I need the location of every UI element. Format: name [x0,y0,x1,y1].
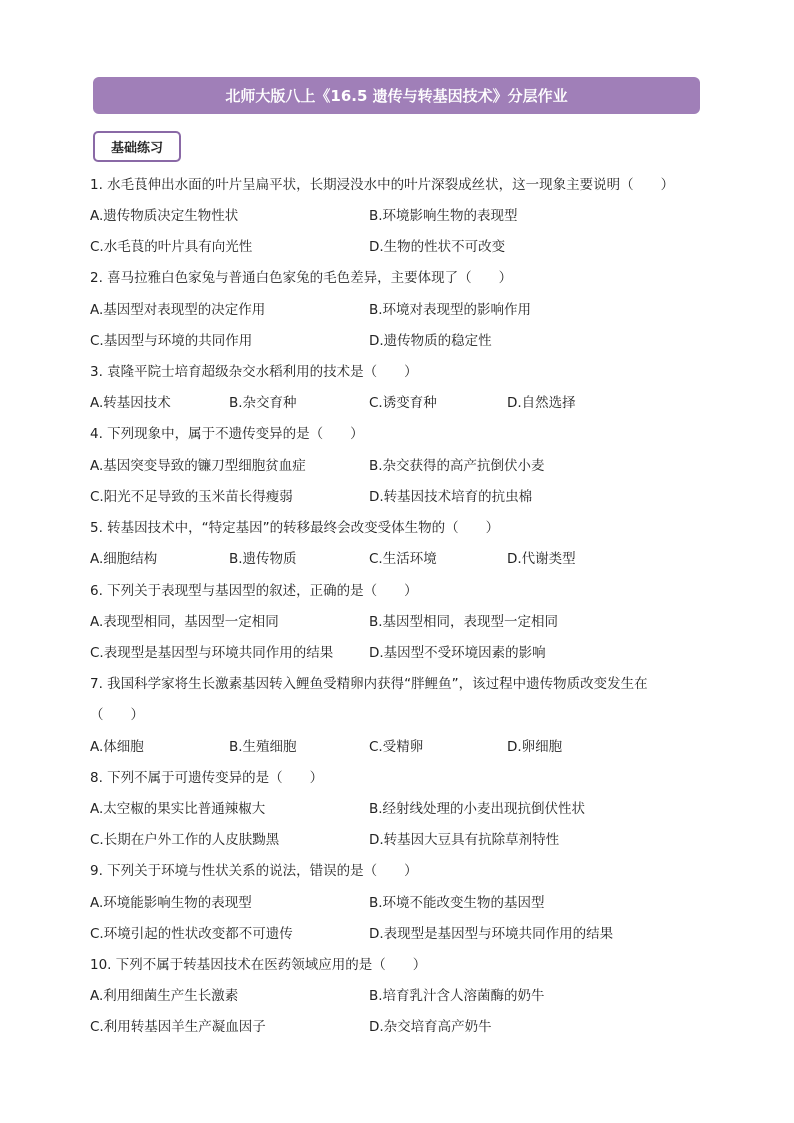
option-a: A.太空椒的果实比普通辣椒大 [90,801,266,817]
option-c: C.长期在户外工作的人皮肤黝黑 [90,832,280,848]
question-stem: 7. 我国科学家将生长激素基因转入鲤鱼受精卵内获得“胖鲤鱼”，该过程中遗传物质改变发生在 [90,676,648,692]
question-stem: 10. 下列不属于转基因技术在医药领域应用的是（ ） [90,957,427,973]
question-stem-continued: （ ） [90,707,144,723]
option-a: A.遗传物质决定生物性状 [90,208,239,224]
option-d: D.转基因大豆具有抗除草剂特性 [369,832,560,848]
option-b: B.培育乳汁含人溶菌酶的奶牛 [369,988,545,1004]
option-c: C.利用转基因羊生产凝血因子 [90,1019,266,1035]
option-d: D.基因型不受环境因素的影响 [369,645,546,661]
question-stem: 3. 袁隆平院士培育超级杂交水稻利用的技术是（ ） [90,364,418,380]
option-c: C.诱变育种 [369,395,437,411]
option-d: D.杂交培育高产奶牛 [369,1019,492,1035]
option-d: D.自然选择 [507,395,576,411]
question-stem: 8. 下列不属于可遗传变异的是（ ） [90,770,324,786]
option-a: A.基因突变导致的镰刀型细胞贫血症 [90,458,306,474]
option-c: C.生活环境 [369,551,437,567]
option-a: A.体细胞 [90,739,144,755]
section-label: 基础练习 [93,131,181,162]
option-c: C.环境引起的性状改变都不可遗传 [90,926,293,942]
option-a: A.表现型相同，基因型一定相同 [90,614,279,630]
worksheet-title: 北师大版八上《16.5 遗传与转基因技术》分层作业 [93,77,700,114]
question-stem: 5. 转基因技术中，“特定基因”的转移最终会改变受体生物的（ ） [90,520,500,536]
option-b: B.环境对表现型的影响作用 [369,302,532,318]
question-stem: 6. 下列关于表现型与基因型的叙述，正确的是（ ） [90,583,418,599]
option-a: A.利用细菌生产生长激素 [90,988,239,1004]
option-a: A.转基因技术 [90,395,171,411]
option-b: B.基因型相同，表现型一定相同 [369,614,559,630]
option-b: B.杂交获得的高产抗倒伏小麦 [369,458,545,474]
option-c: C.基因型与环境的共同作用 [90,333,253,349]
option-a: A.基因型对表现型的决定作用 [90,302,266,318]
option-d: D.卵细胞 [507,739,563,755]
option-d: D.代谢类型 [507,551,576,567]
option-b: B.经射线处理的小麦出现抗倒伏性状 [369,801,586,817]
option-d: D.遗传物质的稳定性 [369,333,492,349]
option-a: A.细胞结构 [90,551,158,567]
option-b: B.环境影响生物的表现型 [369,208,518,224]
option-b: B.生殖细胞 [229,739,297,755]
option-b: B.遗传物质 [229,551,297,567]
option-c: C.阳光不足导致的玉米苗长得瘦弱 [90,489,293,505]
option-d: D.生物的性状不可改变 [369,239,506,255]
option-c: C.受精卵 [369,739,424,755]
question-stem: 4. 下列现象中，属于不遗传变异的是（ ） [90,426,364,442]
option-c: C.水毛茛的叶片具有向光性 [90,239,253,255]
question-stem: 9. 下列关于环境与性状关系的说法，错误的是（ ） [90,863,418,879]
option-a: A.环境能影响生物的表现型 [90,895,252,911]
option-b: B.环境不能改变生物的基因型 [369,895,545,911]
question-stem: 1. 水毛茛伸出水面的叶片呈扁平状，长期浸没水中的叶片深裂成丝状，这一现象主要说明（ ） [90,177,675,193]
option-d: D.表现型是基因型与环境共同作用的结果 [369,926,614,942]
question-stem: 2. 喜马拉雅白色家兔与普通白色家兔的毛色差异，主要体现了（ ） [90,270,513,286]
option-b: B.杂交育种 [229,395,297,411]
option-d: D.转基因技术培育的抗虫棉 [369,489,533,505]
option-c: C.表现型是基因型与环境共同作用的结果 [90,645,334,661]
